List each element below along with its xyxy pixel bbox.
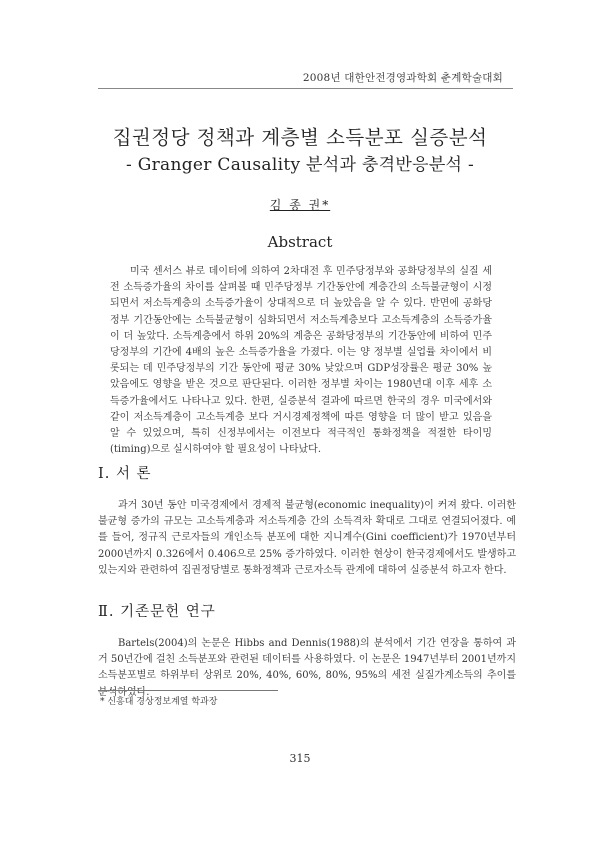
abstract-text: 미국 센서스 뷰로 데이터에 의하여 2차대전 후 민주당정부와 공화당정부의 실질 세전 소득증가율의 차이를 살펴볼 때 민주당정부 기간동안에 계층간의 소득불균형이 시정되면서 저소득계층의 소득증가율이 상대적으로 더 높았음을 알 수 있다. 반면에 공화당정부 기간동안에는 소득불균형이 심화되면서 저소득계층보다 고소득계층의 소득증가율이 더 높았다. 소득계층에서 하위 20%의 계층은 공화당정부의 기간동안에 비하여 민주당정부의 기간에 4배의 높은 소득증가율을 가졌다. 이는 양 정부별 실업률 차이에서 비롯되는 데 민주당정부의 기간 동안에 평균 30% 낮았으며 GDP성장률은 평균 30% 높았음에도 영향을 받은 것으로 판단된다. 이러한 정부별 차이는 1980년대 이후 세후 소득증가율에서도 나타나고 있다. 한편, 실증분석 결과에 따르면 한국의 경우 미국에서와 같이 저소득계층이 고소득계층 보다 거시경제정책에 따른 영향을 더 많이 받고 있음을 알 수 있었으며, 특히 신정부에서는 이전보다 적극적인 통화정책을 적절한 타이밍(timing)으로 실시하여야 할 필요성이 나타났다. (110, 266, 492, 456)
author-name: 김 종 권* (269, 198, 331, 212)
section-heading-introduction: Ⅰ. 서 론 (98, 466, 152, 482)
paper-subtitle: - Granger Causality 분석과 충격반응분석 - (125, 155, 475, 175)
header-divider (98, 88, 513, 89)
page-number: 315 (289, 752, 311, 765)
footnote-divider (98, 690, 278, 691)
running-header: 2008년 대한안전경영과학회 춘계학술대회 (302, 72, 503, 84)
section-heading-literature-review: Ⅱ. 기존문헌 연구 (98, 604, 216, 620)
abstract-heading: Abstract (267, 233, 333, 251)
paper-title: 집권정당 정책과 계층별 소득분포 실증분석 (112, 126, 488, 149)
section-text-literature-review: Bartels(2004)의 논문은 Hibbs and Dennis(1988)의 분석에서 기간 연장을 통하여 과거 50년간에 걸친 소득분포와 관련된 데이터를 사용하였다. 이 논문은 1947년부터 2001년까지 소득분포별로 하위부터 상위로 20%, 40%, 60%, 80%, 95%의 세전 실질가계소득의 추이를 분석하였다. (98, 638, 516, 698)
author-footnote: * 신흥대 경상정보계열 학과장 (100, 697, 218, 707)
section-text-introduction: 과거 30년 동안 미국경제에서 경제적 불균형(economic inequality)이 커져 왔다. 이러한 불균형 증가의 규모는 고소득계층과 저소득계층 간의 소득격차 확대로 그대로 연결되어졌다. 예를 들어, 정규직 근로자들의 개인소득 분포에 대한 지니계수(Gini coefficient)가 1970년부터 2000년까지 0.326에서 0.406으로 25% 증가하였다. 이러한 현상이 한국경제에서도 발생하고 있는지와 관련하여 집권정당별로 통화정책과 근로자소득 관계에 대하여 실증분석 하고자 한다. (98, 500, 516, 576)
